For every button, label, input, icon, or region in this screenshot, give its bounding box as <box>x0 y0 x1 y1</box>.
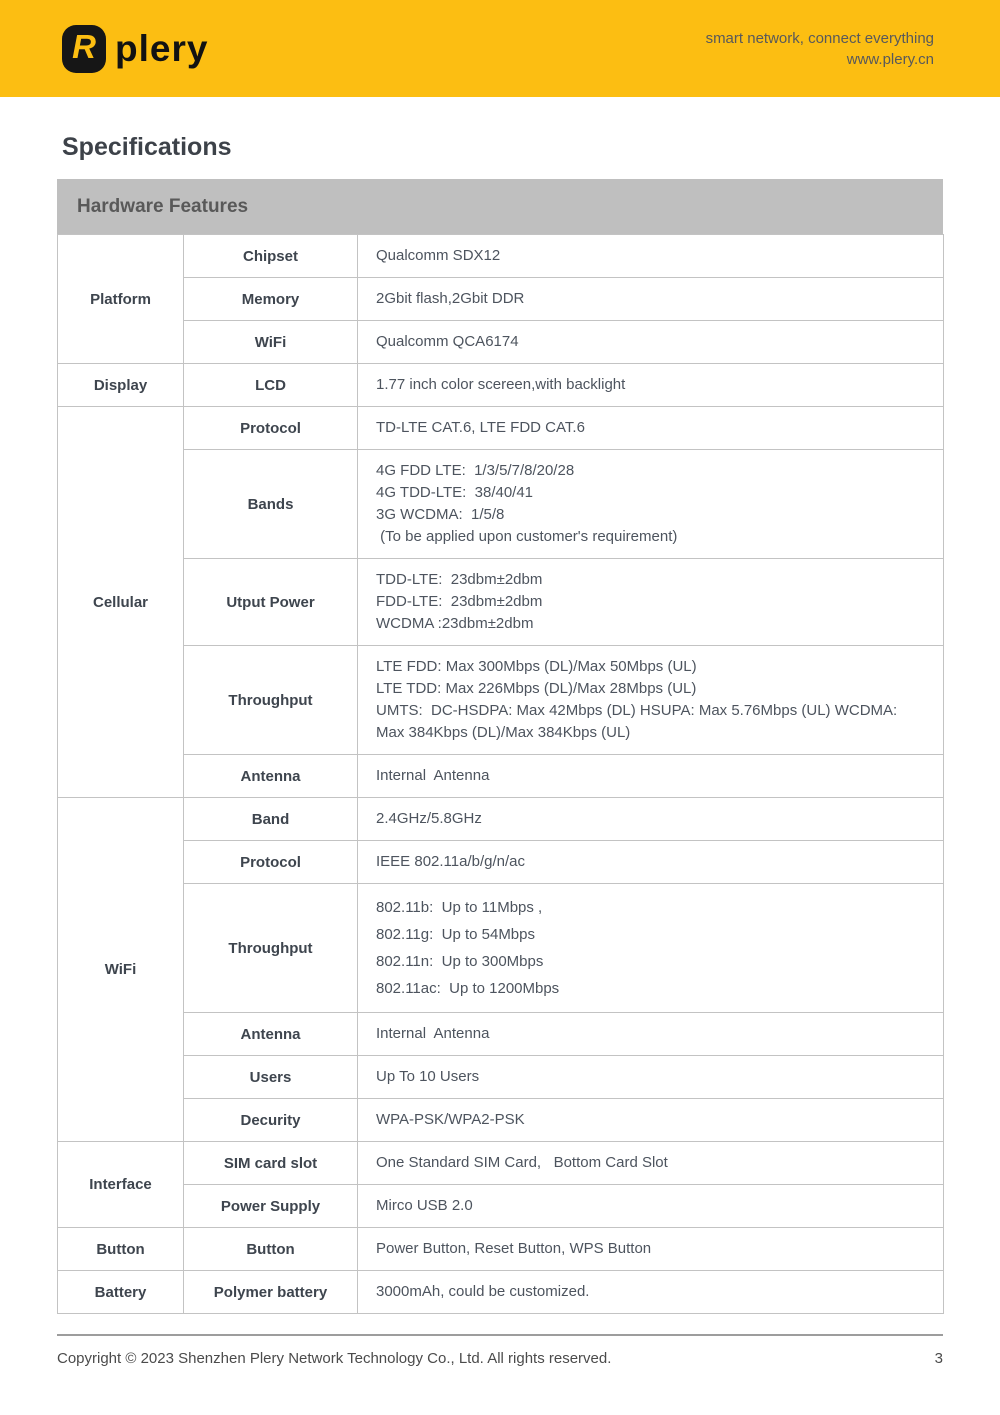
table-row <box>58 559 944 646</box>
spec-value: Qualcomm SDX12 <box>358 235 944 278</box>
table-row <box>58 884 944 1013</box>
spec-value: Qualcomm QCA6174 <box>358 321 944 364</box>
table-row <box>58 321 944 364</box>
logo-r-icon: R <box>62 25 106 73</box>
spec-value: Internal Antenna <box>358 755 944 798</box>
spec-value: 1.77 inch color scereen,with backlight <box>358 364 944 407</box>
spec-label: Protocol <box>184 841 358 884</box>
spec-label: Bands <box>184 450 358 559</box>
category-cell-cellular: Cellular <box>58 407 184 798</box>
company-logo <box>62 25 208 73</box>
website-url: www.plery.cn <box>846 50 934 68</box>
table-row <box>58 1142 944 1185</box>
spec-value: TDD-LTE: 23dbm±2dbm FDD-LTE: 23dbm±2dbm WCDMA :23dbm±2dbm <box>358 559 944 646</box>
category-cell-battery: Battery <box>58 1271 184 1314</box>
category-cell-display: Display <box>58 364 184 407</box>
spec-label: Decurity <box>184 1099 358 1142</box>
header-tagline-block <box>706 28 934 70</box>
copyright-text: Copyright © 2023 Shenzhen Plery Network Technology Co., Ltd. All rights reserved. <box>57 1350 612 1367</box>
table-row <box>58 1185 944 1228</box>
category-cell-button: Button <box>58 1228 184 1271</box>
table-row <box>58 235 944 278</box>
spec-label: Throughput <box>184 646 358 755</box>
table-row <box>58 1271 944 1314</box>
spec-section <box>57 179 943 1314</box>
spec-value: LTE FDD: Max 300Mbps (DL)/Max 50Mbps (UL) LTE TDD: Max 226Mbps (DL)/Max 28Mbps (UL) UMTS: DC-HSDPA: Max 42Mbps (DL) HSUPA: Max 5.76Mbps (UL) WCDMA: Max 384Kbps (DL)/Max 384Kbps (UL) <box>358 646 944 755</box>
table-row <box>58 798 944 841</box>
page-number: 3 <box>934 1350 943 1367</box>
spec-label: Antenna <box>184 1013 358 1056</box>
spec-value: IEEE 802.11a/b/g/n/ac <box>358 841 944 884</box>
spec-label: Memory <box>184 278 358 321</box>
spec-label: Utput Power <box>184 559 358 646</box>
spec-label: Button <box>184 1228 358 1271</box>
spec-label: WiFi <box>184 321 358 364</box>
table-row <box>58 1056 944 1099</box>
category-cell-wifi: WiFi <box>58 798 184 1142</box>
spec-value: Internal Antenna <box>358 1013 944 1056</box>
table-row <box>58 1013 944 1056</box>
spec-label: Protocol <box>184 407 358 450</box>
spec-label: Power Supply <box>184 1185 358 1228</box>
spec-value: WPA-PSK/WPA2-PSK <box>358 1099 944 1142</box>
table-row <box>58 450 944 559</box>
spec-label: Antenna <box>184 755 358 798</box>
table-row <box>58 1228 944 1271</box>
spec-label: Users <box>184 1056 358 1099</box>
header-banner <box>0 0 1000 97</box>
table-row <box>58 278 944 321</box>
spec-label: Throughput <box>184 884 358 1013</box>
page-footer <box>57 1334 943 1367</box>
spec-value: Up To 10 Users <box>358 1056 944 1099</box>
tagline-text: smart network, connect everything <box>705 29 934 47</box>
spec-value: 3000mAh, could be customized. <box>358 1271 944 1314</box>
category-cell-interface: Interface <box>58 1142 184 1228</box>
spec-value: 802.11b: Up to 11Mbps , 802.11g: Up to 54Mbps 802.11n: Up to 300Mbps 802.11ac: Up to 1200Mbps <box>358 884 944 1013</box>
hardware-features-table <box>57 234 944 1314</box>
spec-label: Chipset <box>184 235 358 278</box>
table-row <box>58 1099 944 1142</box>
spec-value: Power Button, Reset Button, WPS Button <box>358 1228 944 1271</box>
spec-value: TD-LTE CAT.6, LTE FDD CAT.6 <box>358 407 944 450</box>
logo-wordmark: plery <box>115 28 209 69</box>
section-header <box>57 179 943 234</box>
spec-label: Polymer battery <box>184 1271 358 1314</box>
spec-value: 2Gbit flash,2Gbit DDR <box>358 278 944 321</box>
spec-label: LCD <box>184 364 358 407</box>
category-cell-platform: Platform <box>58 235 184 364</box>
spec-value: Mirco USB 2.0 <box>358 1185 944 1228</box>
spec-label: SIM card slot <box>184 1142 358 1185</box>
table-row <box>58 407 944 450</box>
spec-value: 2.4GHz/5.8GHz <box>358 798 944 841</box>
spec-label: Band <box>184 798 358 841</box>
section-title: Hardware Features <box>77 195 249 217</box>
page-title: Specifications <box>62 133 232 161</box>
spec-value: One Standard SIM Card, Bottom Card Slot <box>358 1142 944 1185</box>
table-row <box>58 841 944 884</box>
table-row <box>58 755 944 798</box>
table-row <box>58 646 944 755</box>
spec-value: 4G FDD LTE: 1/3/5/7/8/20/28 4G TDD-LTE: 38/40/41 3G WCDMA: 1/5/8 (To be applied upon customer's requirement) <box>358 450 944 559</box>
table-row <box>58 364 944 407</box>
